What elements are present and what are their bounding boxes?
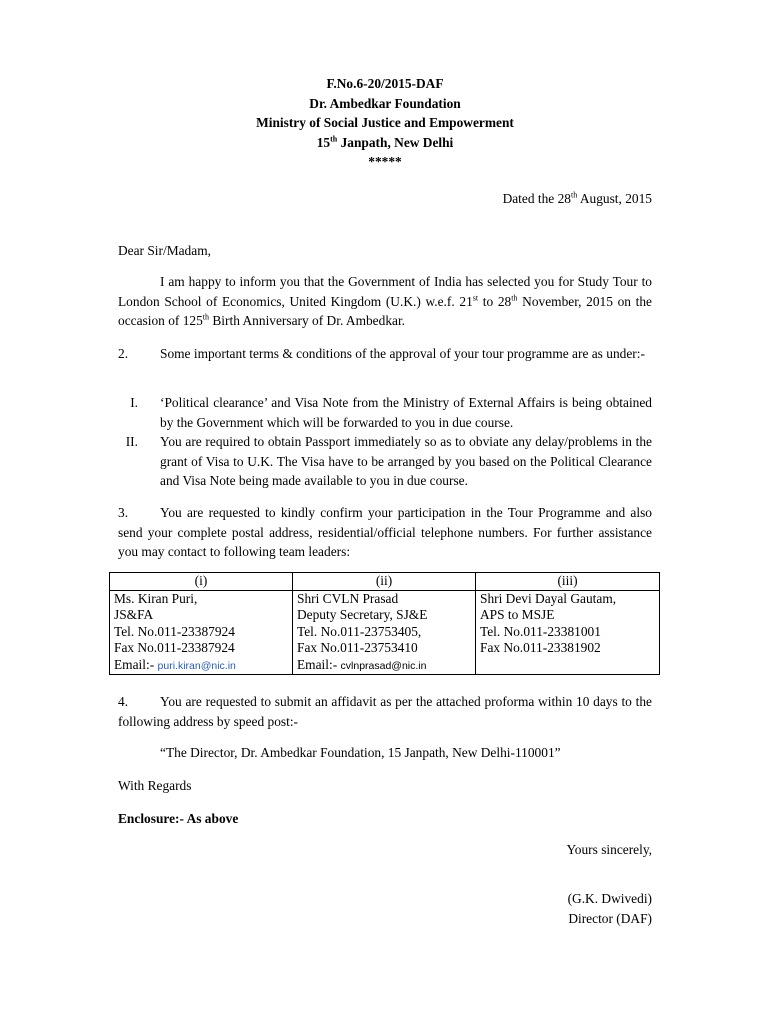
contact-email-row: Email:- puri.kiran@nic.in <box>114 656 236 672</box>
paragraph-number: 4. <box>118 694 129 709</box>
contact-name: Ms. Kiran Puri, <box>114 590 198 606</box>
paragraph-2: 2. Some important terms & conditions of the approval of your tour programme are as under:- <box>118 344 652 364</box>
contact-cell-3 <box>476 590 660 675</box>
contact-tel: Tel. No.011-23381001 <box>480 623 601 639</box>
paragraph-4: 4. You are requested to submit an affidavit as per the attached proforma within 10 days to the following address by speed post:- <box>118 694 652 729</box>
contact-name: Shri CVLN Prasad <box>297 590 399 606</box>
contacts-table <box>109 572 660 675</box>
paragraph-number: 3. <box>118 505 129 520</box>
contact-name: Shri Devi Dayal Gautam, <box>480 590 617 606</box>
regards: With Regards <box>118 778 192 793</box>
column-header: (iii) <box>476 573 660 591</box>
paragraph-3: 3. You are requested to kindly confirm your participation in the Tour Programme and also send your complete postal address, residential/official telephone numbers. For further assistance you may contact to following team leaders: <box>118 505 652 559</box>
contact-fax: Fax No.011-23381902 <box>480 640 601 655</box>
contact-tel: Tel. No.011-23753405, <box>297 623 422 639</box>
ministry-name: Ministry of Social Justice and Empowerment <box>256 115 514 130</box>
header-stars: ***** <box>368 154 402 169</box>
paragraph-1: I am happy to inform you that the Government of India has selected you for Study Tour to London School of Economics, United Kingdom (U.K.) w.e.f. 21st to 28th November, 2015 on the occasion of 125th Birth Anniversary of Dr. Ambedkar. <box>118 274 652 328</box>
salutation: Dear Sir/Madam, <box>118 243 211 258</box>
contact-designation: APS to MSJE <box>480 607 555 622</box>
table-row <box>110 590 660 675</box>
contact-email-row: Email:- cvlnprasad@nic.in <box>297 656 427 672</box>
contact-cell-2 <box>293 590 476 675</box>
office-address: 15th Janpath, New Delhi <box>316 134 454 150</box>
signature-block <box>568 889 652 929</box>
paragraph-number: 2. <box>118 346 129 361</box>
signatory-title: Director (DAF) <box>568 911 652 926</box>
signatory-name: (G.K. Dwivedi) <box>567 891 652 906</box>
organization-name: Dr. Ambedkar Foundation <box>309 95 461 111</box>
enclosure-note: Enclosure:- As above <box>118 811 239 826</box>
contact-tel: Tel. No.011-23387924 <box>114 623 235 639</box>
list-item: II. You are required to obtain Passport immediately so as to obviate any delay/problems in the grant of Visa to U.K. The Visa have to be arranged by you based on the Political Clearance and Visa Note being made available to you in due course. <box>125 434 652 488</box>
postal-address: “The Director, Dr. Ambedkar Foundation, 15 Janpath, New Delhi-110001” <box>160 745 561 760</box>
closing: Yours sincerely, <box>566 842 652 857</box>
terms-list <box>118 393 652 491</box>
letter-header <box>0 74 770 172</box>
letter-date: Dated the 28th August, 2015 <box>502 190 652 206</box>
file-number: F.No.6-20/2015-DAF <box>326 76 444 91</box>
contact-fax: Fax No.011-23387924 <box>114 640 235 655</box>
column-header: (i) <box>110 573 293 591</box>
list-item: I. ‘Political clearance’ and Visa Note from the Ministry of External Affairs is being obtained by the Government which will be forwarded to you in due course. <box>130 395 652 430</box>
contact-email: cvlnprasad@nic.in <box>340 659 427 672</box>
contact-designation: Deputy Secretary, SJ&E <box>297 607 428 622</box>
email-link[interactable]: puri.kiran@nic.in <box>157 659 236 672</box>
contact-cell-1 <box>110 590 293 675</box>
contact-designation: JS&FA <box>114 607 154 622</box>
contact-fax: Fax No.011-23753410 <box>297 640 418 655</box>
column-header: (ii) <box>293 573 476 591</box>
table-header-row <box>110 573 660 591</box>
